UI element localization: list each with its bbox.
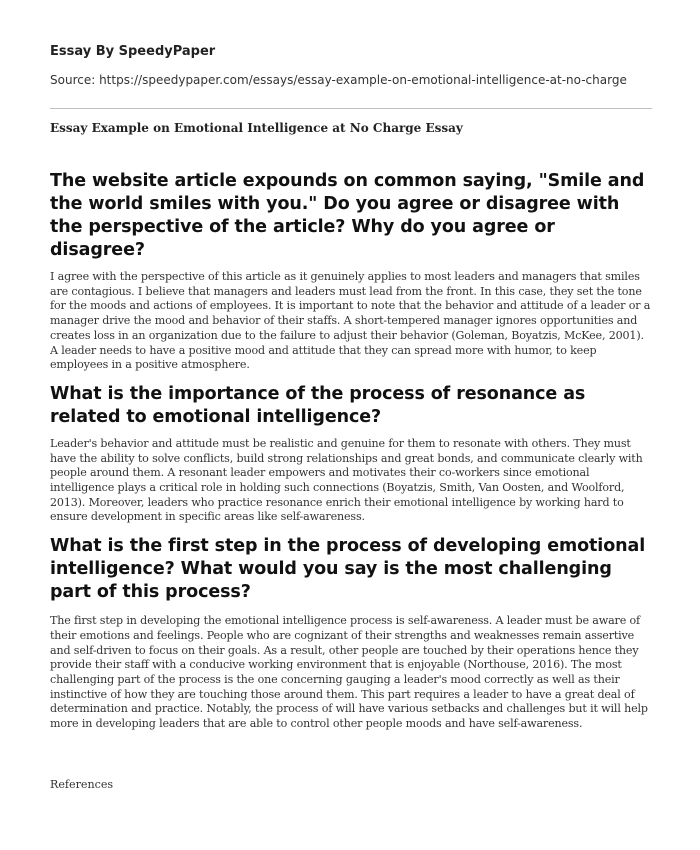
references-heading: References	[50, 778, 114, 791]
document-title: Essay Example on Emotional Intelligence at No Charge Essay	[50, 121, 463, 135]
section-heading: What is the importance of the process of resonance as related to emotional intelligence?	[50, 383, 586, 427]
section-smile	[50, 170, 652, 373]
section-body: The first step in developing the emotional intelligence process is self-awareness. A leader must be aware of their emotions and feelings. People who are cognizant of their strengths and weaknesses remain assertive and self-driven to focus on their goals. As a result, other people are touched by their operations hence they provide their staff with a conducive working environment that is enjoyable (Northouse, 2016). The most challenging part of the process is the one concerning gauging a leader's mood correctly as well as their instinctive of how they are touching those around them. This part requires a leader to have a great deal of determination and practice. Notably, the process of will have various setbacks and challenges but it will help more in developing leaders that are able to control other people moods and have self-awareness.	[50, 614, 648, 731]
section-body: I agree with the perspective of this article as it genuinely applies to most leaders and managers that smiles are contagious. I believe that managers and leaders must lead from the front. In this case, they set the tone for the moods and actions of employees. It is important to note that the behavior and attitude of a leader or a manager drive the mood and behavior of their staffs. A short-tempered manager ignores opportunities and creates loss in an organization due to the failure to adjust their behavior (Goleman, Boyatzis, McKee, 2001). A leader needs to have a positive mood and attitude that they can spread more with humor, to keep employees in a positive atmosphere.	[50, 270, 651, 372]
source-line: Source: https://speedypaper.com/essays/essay-example-on-emotional-intelligence-at-no-charge	[50, 73, 627, 87]
brand-name: Essay By SpeedyPaper	[50, 44, 216, 59]
section-heading: What is the first step in the process of developing emotional intelligence? What would you say is the most challenging part of this process?	[50, 536, 646, 603]
header-divider	[50, 108, 652, 109]
section-heading: The website article expounds on common saying, "Smile and the world smiles with you." Do you agree or disagree with the perspective of the article? Why do you agree or disagree?	[50, 171, 645, 260]
section-first-step	[50, 535, 652, 732]
section-body: Leader's behavior and attitude must be realistic and genuine for them to resonate with others. They must have the ability to solve conflicts, build strong relationships and great bonds, and communicate clearly with people around them. A resonant leader empowers and motivates their co-workers since emotional intelligence plays a critical role in holding such connections (Boyatzis, Smith, Van Oosten, and Woolford, 2013). Moreover, leaders who practice resonance enrich their emotional intelligence by working hard to ensure development in specific areas like self-awareness.	[50, 436, 643, 524]
essay-content	[50, 170, 652, 732]
section-resonance	[50, 383, 652, 525]
